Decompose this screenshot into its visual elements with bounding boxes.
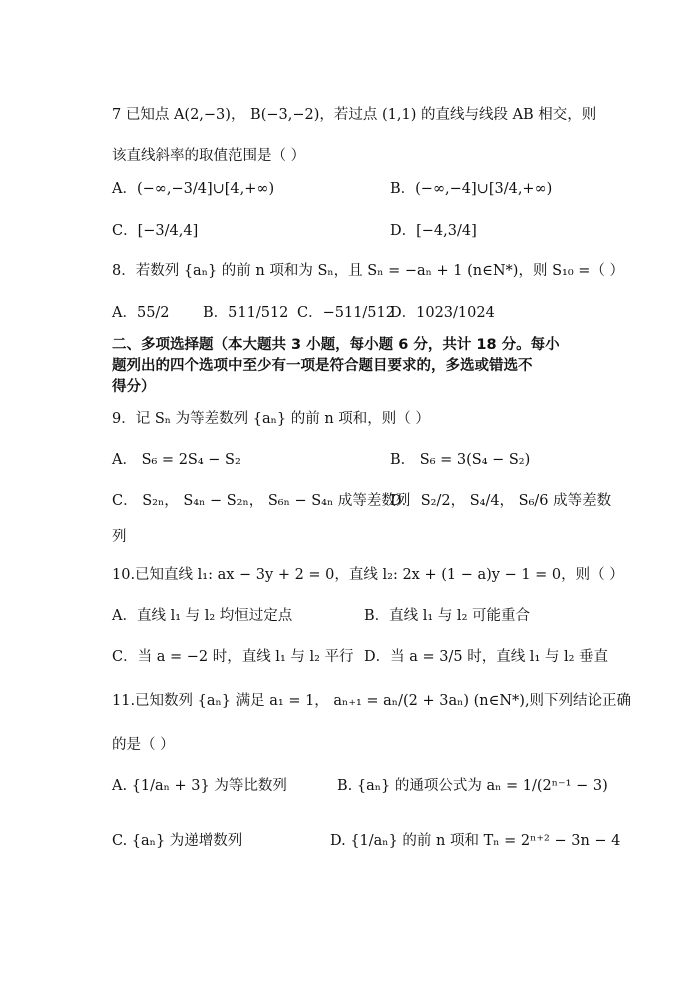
q11-option-c: C. {aₙ} 为递增数列	[112, 833, 243, 849]
q7-option-b: B．(−∞,−4]∪[3/4,+∞)	[390, 181, 553, 197]
q7-option-d: D．[−4,3/4]	[390, 223, 477, 239]
q7-stem-line1: 7 已知点 A(2,−3)， B(−3,−2)，若过点 (1,1) 的直线与线段 AB 相交，则	[112, 107, 597, 123]
q11-option-b: B. {aₙ} 的通项公式为 aₙ = 1/(2ⁿ⁻¹ − 3)	[337, 778, 608, 794]
q8-option-b: B．511/512	[203, 305, 289, 321]
q10-option-b: B．直线 l₁ 与 l₂ 可能重合	[364, 608, 530, 624]
q10-option-a: A．直线 l₁ 与 l₂ 均恒过定点	[112, 608, 293, 624]
q9-option-a: A． S₆ = 2S₄ − S₂	[112, 452, 241, 468]
q10-option-c: C．当 a = −2 时，直线 l₁ 与 l₂ 平行	[112, 649, 354, 665]
q9-option-d: D． S₂/2， S₄/4， S₆/6 成等差数	[390, 493, 612, 509]
q9-option-c: C． S₂ₙ， S₄ₙ − S₂ₙ， S₆ₙ − S₄ₙ 成等差数列	[112, 493, 411, 509]
q10-stem: 10.已知直线 l₁: ax − 3y + 2 = 0，直线 l₂: 2x + (1 − a)y − 1 = 0，则（ ）	[112, 567, 624, 583]
q11-stem-line2: 的是（ ）	[112, 737, 175, 753]
q7-option-c: C．[−3/4,4]	[112, 223, 199, 239]
q11-stem-line1: 11.已知数列 {aₙ} 满足 a₁ = 1， aₙ₊₁ = aₙ/(2 + 3aₙ) (n∈N*),则下列结论正确	[112, 693, 632, 709]
q11-option-a: A. {1/aₙ + 3} 为等比数列	[112, 778, 287, 794]
section2-heading-line2: 题列出的四个选项中至少有一项是符合题目要求的，多选或错选不	[112, 358, 533, 374]
q8-option-c: C．−511/512	[297, 305, 395, 321]
section2-heading-line3: 得分）	[112, 379, 156, 395]
q9-option-b: B． S₆ = 3(S₄ − S₂)	[390, 452, 531, 468]
q8-option-d: D．1023/1024	[390, 305, 495, 321]
q8-option-a: A．55/2	[112, 305, 170, 321]
q10-option-d: D．当 a = 3/5 时，直线 l₁ 与 l₂ 垂直	[364, 649, 609, 665]
q11-option-d: D. {1/aₙ} 的前 n 项和 Tₙ = 2ⁿ⁺² − 3n − 4	[330, 833, 621, 849]
q8-stem: 8．若数列 {aₙ} 的前 n 项和为 Sₙ，且 Sₙ = −aₙ + 1 (n∈N*)，则 S₁₀ =（ ）	[112, 263, 624, 279]
q7-option-a: A．(−∞,−3/4]∪[4,+∞)	[112, 181, 275, 197]
q7-stem-line2: 该直线斜率的取值范围是（ ）	[112, 148, 306, 164]
q9-stem: 9．记 Sₙ 为等差数列 {aₙ} 的前 n 项和，则（ ）	[112, 411, 430, 427]
q9-option-d-continued: 列	[112, 529, 127, 545]
section2-heading-line1: 二、多项选择题（本大题共 3 小题，每小题 6 分，共计 18 分。每小	[112, 337, 560, 353]
